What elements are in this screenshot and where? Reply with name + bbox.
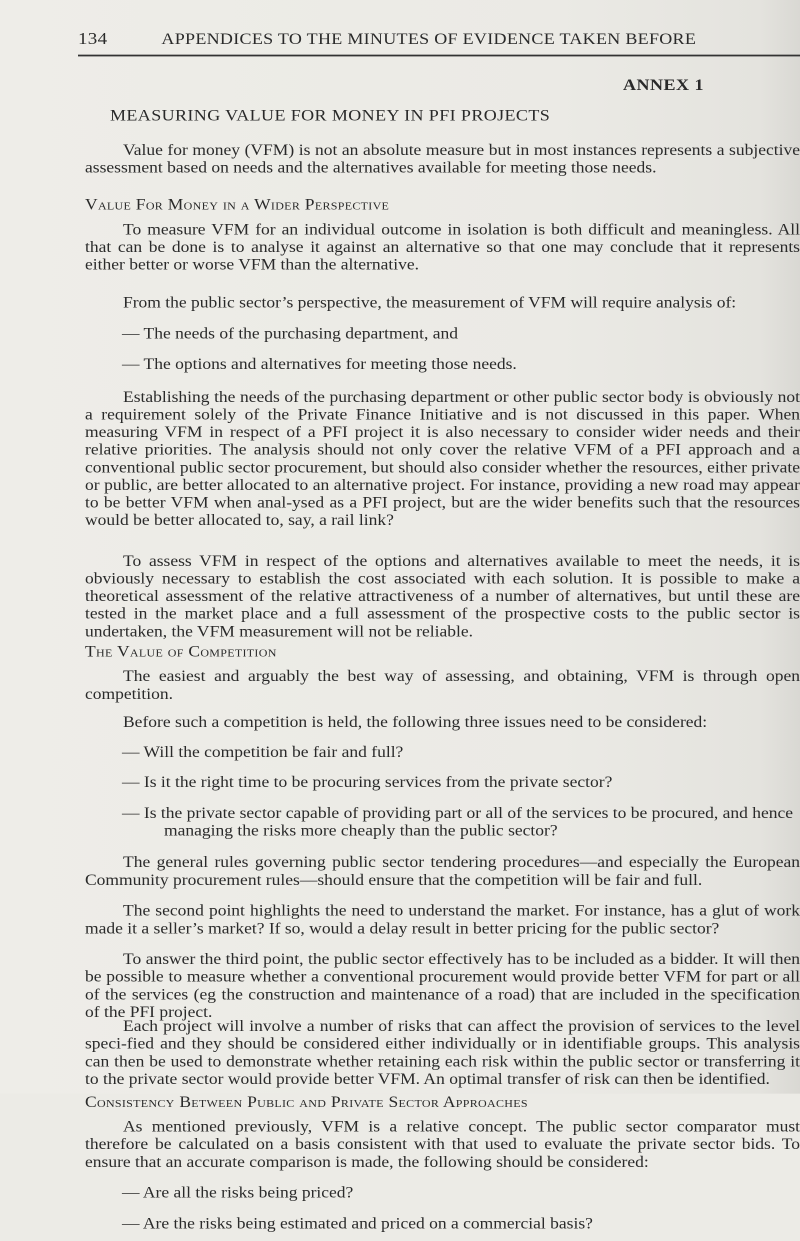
paragraph-as-mentioned: As mentioned previously, VFM is a relative concept. The public sector comparator must therefore be calculated on a basis consistent with that used to evaluate the private sector bids. To ensure that an accurate comparison is made, the following should be considered:	[85, 1117, 800, 1171]
dash-item-right-time: — Is it the right time to be procuring services from the private sector?	[122, 772, 613, 791]
paragraph-each-project: Each project will involve a number of risks that can affect the provision of services to the level speci-fied and they should be considered either individually or in identifiable groups. This analysis can then be used to demonstrate whether retaining each risk within the public sector or transferring it to the private sector would provide better VFM. An optimal transfer of risk can then be identified.	[85, 1016, 800, 1088]
dash-item-options: — The options and alternatives for meeting those needs.	[122, 355, 517, 373]
section-heading-wider-perspective: Value For Money in a Wider Perspective	[85, 195, 390, 214]
running-title: APPENDICES TO THE MINUTES OF EVIDENCE TAKEN BEFORE	[161, 29, 697, 48]
paragraph-third-point: To answer the third point, the public sector effectively has to be included as a bidder. It will then be possible to measure whether a conventional procurement would provide better VFM for part or all of the services (eg the construction and maintenance of a road) that are included in the specification of the PFI project.	[85, 949, 800, 1021]
dash-item-needs: — The needs of the purchasing department, and	[122, 324, 458, 342]
paragraph-intro: Value for money (VFM) is not an absolute measure but in most instances represents a subjective assessment based on needs and the alternatives available for meeting those needs.	[85, 141, 800, 177]
dash-item-fair: — Will the competition be fair and full?	[122, 742, 404, 761]
paragraph-public-sector-perspective: From the public sector’s perspective, the measurement of VFM will require analysis of:	[123, 293, 737, 312]
paragraph-establishing-needs: Establishing the needs of the purchasing department or other public sector body is obviously not a requirement solely of the Private Finance Initiative and is not discussed in this paper. When measuring VFM in respect of a PFI project it is also necessary to consider wider needs and their relative priorities. The analysis should not only cover the relative VFM of a PFI approach and a conventional public sector procurement, but should also consider whether the resources, either private or public, are better allocated to an alternative project. For instance, providing a new road may appear to be better VFM when anal-ysed as a PFI project, but are the wider benefits such that the resources would be better allocated to, say, a rail link?	[85, 387, 800, 529]
paragraph-isolation: To measure VFM for an individual outcome in isolation is both difficult and meaningless. All that can be done is to analyse it against an alternative so that one may conclude that it represents either better or worse VFM than the alternative.	[85, 220, 800, 274]
running-header	[78, 30, 696, 49]
paragraph-general-rules: The general rules governing public sector tendering procedures—and especially the European Community procurement rules—should ensure that the competition will be fair and full.	[85, 853, 800, 889]
paragraph-before-competition: Before such a competition is held, the following three issues need to be considered:	[123, 712, 708, 731]
page-number: 134	[78, 29, 108, 49]
dash-item-all-risks: — Are all the risks being priced?	[122, 1183, 354, 1202]
annex-label: ANNEX 1	[622, 75, 704, 94]
section-heading-consistency: Consistency Between Public and Private Sector Approaches	[85, 1092, 528, 1111]
section-heading-competition: The Value of Competition	[85, 642, 277, 661]
header-rule	[78, 55, 800, 57]
paragraph-second-point: The second point highlights the need to understand the market. For instance, has a glut of work made it a seller’s market? If so, would a delay result in better pricing for the public sector?	[85, 901, 800, 937]
paragraph-assess-options: To assess VFM in respect of the options and alternatives available to meet the needs, it is obviously necessary to establish the cost associated with each solution. It is possible to make a theoretical assessment of the relative attractiveness of a number of alternatives, but until these are tested in the market place and a full assessment of the prospective costs to the public sector is undertaken, the VFM measurement will not be reliable.	[85, 551, 800, 640]
document-title: MEASURING VALUE FOR MONEY IN PFI PROJECTS	[110, 106, 551, 125]
dash-item-commercial-basis: — Are the risks being estimated and priced on a commercial basis?	[122, 1214, 593, 1232]
paragraph-easiest-way: The easiest and arguably the best way of assessing, and obtaining, VFM is through open competition.	[85, 667, 800, 703]
dash-item-capable: — Is the private sector capable of providing part or all of the services to be procured, and hence managing the risks more cheaply than the public sector?	[122, 803, 794, 839]
